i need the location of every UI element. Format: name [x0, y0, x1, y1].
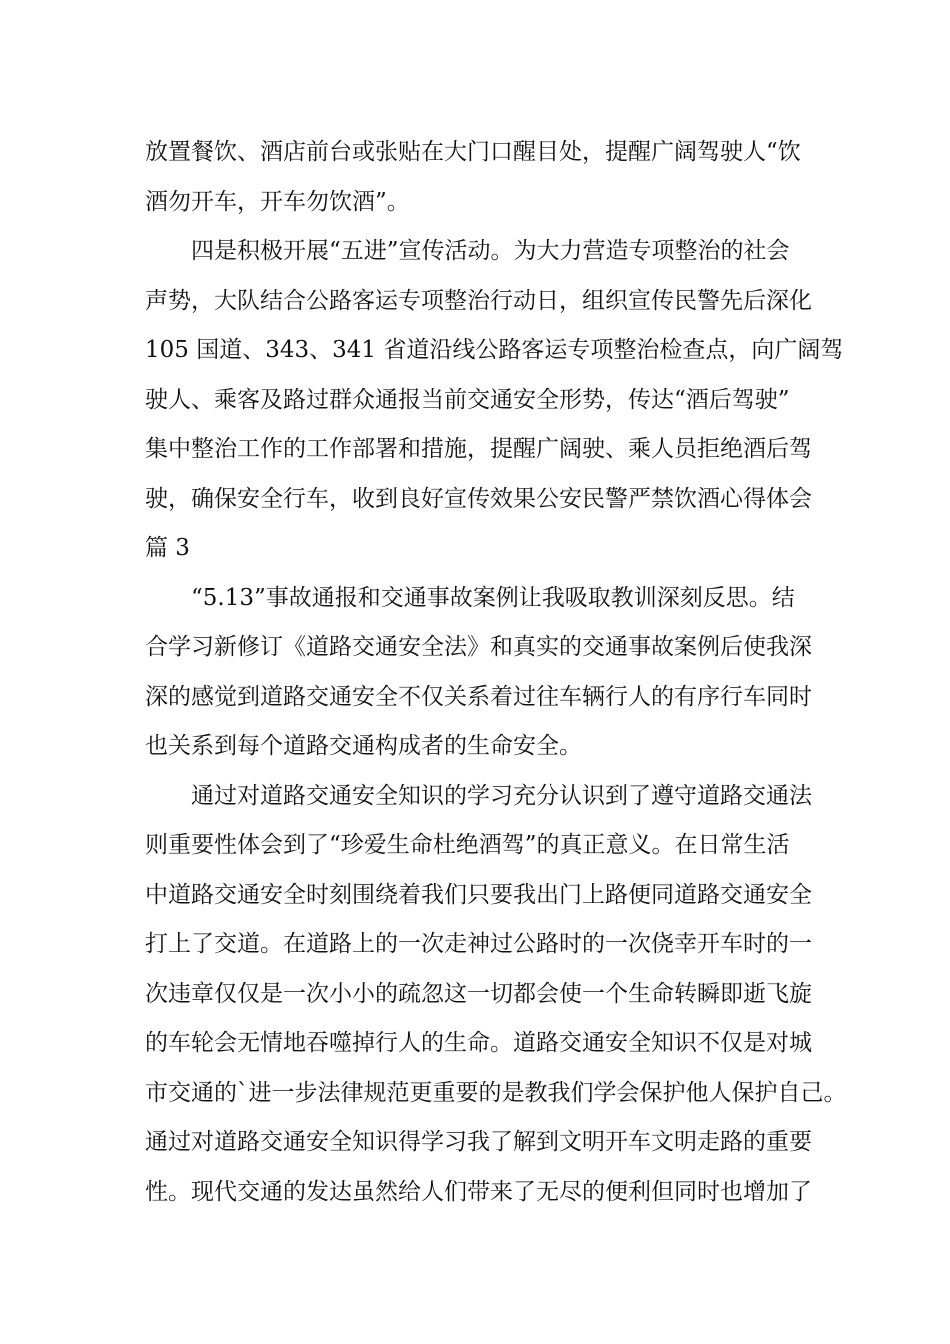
document-body — [145, 128, 847, 1217]
paragraph-line: 次违章仅仅是一次小小的疏忽这一切都会使一个生命转瞬即逝飞旋 — [145, 980, 812, 1007]
paragraph-line: 四是积极开展“五进”宣传活动。为大力营造专项整治的社会 — [191, 238, 790, 264]
paragraph-line: 酒勿开车，开车勿饮酒”。 — [145, 188, 410, 215]
paragraph-line: 打上了交道。在道路上的一次走神过公路时的一次侥幸开车时的一 — [145, 931, 812, 957]
paragraph-line: 通过对道路交通安全知识的学习充分认识到了遵守道路交通法 — [191, 782, 812, 809]
paragraph-line: “5.13”事故通报和交通事故案例让我吸取教训深刻反思。结 — [191, 584, 795, 611]
paragraph-line: 驶，确保安全行车，收到良好宣传效果公安民警严禁饮酒心得体会 — [145, 485, 812, 512]
paragraph-line: 则重要性体会到了“珍爱生命杜绝酒驾”的真正意义。在日常生活 — [145, 832, 790, 858]
section-heading-line: 篇 3 — [145, 535, 190, 561]
paragraph-line: 通过对道路交通安全知识得学习我了解到文明开车文明走路的重要 — [145, 1129, 812, 1155]
paragraph-line: 的车轮会无情地吞噬掉行人的生命。道路交通安全知识不仅是对城 — [145, 1030, 812, 1056]
paragraph-line: 放置餐饮、酒店前台或张贴在大门口醒目处，提醒广阔驾驶人“饮 — [145, 139, 801, 165]
paragraph-line: 也关系到每个道路交通构成者的生命安全。 — [145, 733, 582, 759]
paragraph-line: 合学习新修订《道路交通安全法》和真实的交通事故案例后使我深 — [145, 634, 812, 660]
paragraph-line: 市交通的`进一步法律规范更重要的是教我们学会保护他人保护自己。 — [145, 1079, 847, 1106]
paragraph-line: 声势，大队结合公路客运专项整治行动日，组织宣传民警先后深化 — [145, 287, 812, 314]
paragraph-line: 性。现代交通的发达虽然给人们带来了无尽的便利但同时也增加了 — [145, 1178, 812, 1205]
paragraph-line: 驶人、乘客及路过群众通报当前交通安全形势，传达“酒后驾驶” — [145, 386, 790, 413]
paragraph-line: 集中整治工作的工作部署和措施，提醒广阔驶、乘人员拒绝酒后驾 — [145, 436, 812, 462]
paragraph-line: 105 国道、343、341 省道沿线公路客运专项整治检查点，向广阔驾 — [145, 337, 844, 363]
paragraph-line: 深的感觉到道路交通安全不仅关系着过往车辆行人的有序行车同时 — [145, 683, 812, 710]
paragraph-line: 中道路交通安全时刻围绕着我们只要我出门上路便同道路交通安全 — [145, 881, 812, 908]
